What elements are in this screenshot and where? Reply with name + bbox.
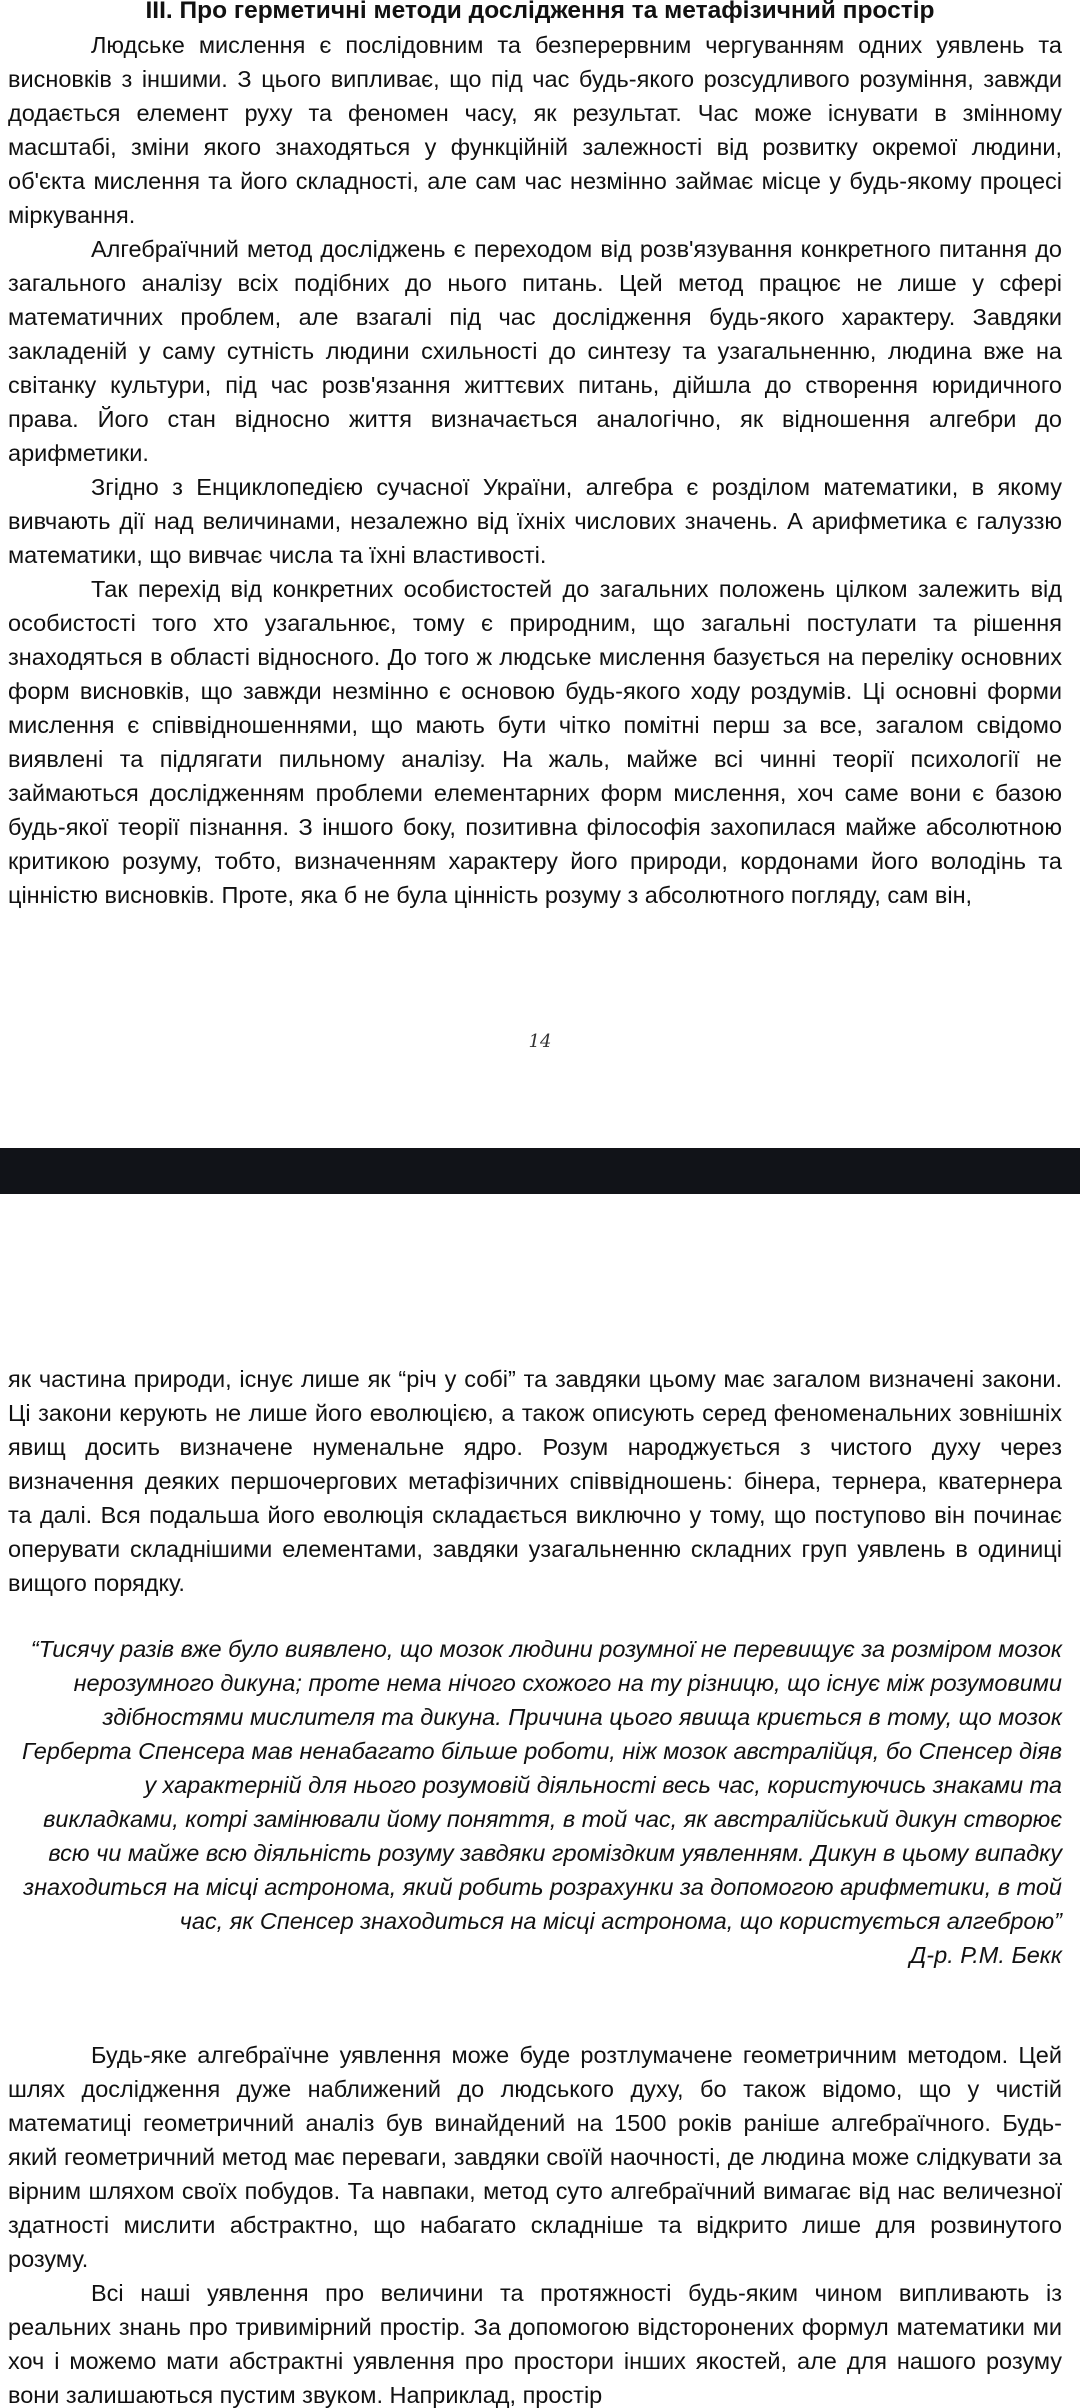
page2-body-bottom (8, 2038, 1062, 2408)
blockquote (8, 1632, 1062, 1972)
page-separator (0, 1148, 1080, 1194)
paragraph: Згідно з Енциклопедією сучасної України, алгебра є розділом математики, в якому вивчають дії над величинами, незалежно від їхніх числових значень. А арифметика є галуззю математики, що вивчає числа та їхні властивості. (8, 474, 1062, 568)
document-page-1 (0, 0, 1080, 1148)
page-number: 14 (528, 1031, 552, 1052)
paragraph: Будь-яке алгебраїчне уявлення може буде розтлумачене геометричним методом. Цей шлях дослідження дуже наближений до людського духу, бо також відомо, що у чистій математиці геометричний аналіз був винайдений на 1500 років раніше алгебраїчного. Будь-який геометричний метод має переваги, завдяки своїй наочності, де людина може слідкувати за вірним шляхом своїх побудов. Та навпаки, метод суто алгебраїчний вимагає від нас величезної здатності мислити абстрактно, що набагато складніше та відкрито лише для розвинутого розуму. (8, 2042, 1062, 2272)
page2-body-top (8, 1362, 1062, 1600)
quote-author: Д-р. Р.М. Бекк (909, 1942, 1062, 1968)
document-page-2 (0, 1194, 1080, 2408)
section-heading: III. Про герметичні методи дослідження та метафізичний простір (145, 0, 935, 24)
page1-body (8, 28, 1062, 912)
quote-text: “Тисячу разів вже було виявлено, що мозок людини розумної не перевищує за розміром мозок нерозумного дикуна; проте нема нічого схожого на ту різницю, що існує між розумовими здібностями мислителя та дикуна. Причина цього явища криється в тому, що мозок Герберта Спенсера мав ненабагато більше роботи, ніж мозок австралійця, бо Спенсер діяв у характерній для нього розумовій діяльності весь час, користуючись знаками та викладками, котрі замінювали йому поняття, в той час, як австралійський дикун створює всю чи майже всю діяльність розуму завдяки громіздким уявленням. Дикун в цьому випадку знаходиться на місці астронома, який робить розрахунки за допомогою арифметики, в той час, як Спенсер знаходиться на місці астронома, що користується алгеброю” (21, 1636, 1062, 1934)
paragraph: Так перехід від конкретних особистостей до загальних положень цілком залежить від особистості того хто узагальнює, тому є природним, що загальні постулати та рішення знаходяться в області відносного. До того ж людське мислення базується на переліку основних форм висновків, що завжди незмінно є основою будь-якого ходу роздумів. Ці основні форми мислення є співвідношеннями, що мають бути чітко помітні перш за все, загалом свідомо виявлені та підлягати пильному аналізу. На жаль, майже всі чинні теорії психології не займаються дослідженням проблеми елементарних форм мислення, хоч саме вони є базою будь-якої теорії пізнання. З іншого боку, позитивна філософія захопилася майже абсолютною критикою розуму, тобто, визначенням характеру його природи, кордонами його володінь та цінністю висновків. Проте, яка б не була цінність розуму з абсолютного погляду, сам він, (8, 576, 1062, 908)
paragraph: Алгебраїчний метод досліджень є переходом від розв'язування конкретного питання до загального аналізу всіх подібних до нього питань. Цей метод працює не лише у сфері математичних проблем, але взагалі під час дослідження будь-якого характеру. Завдяки закладеній у саму сутність людини схильності до синтезу та узагальненню, людина вже на світанку культури, під час розв'язання життєвих питань, дійшла до створення юридичного права. Його стан відносно життя визначається аналогічно, як відношення алгебри до арифметики. (8, 236, 1062, 466)
paragraph: Всі наші уявлення про величини та протяжності будь-яким чином випливають із реальних знань про тривимірний простір. За допомогою відсторонених формул математики ми хоч і можемо мати абстрактні уявлення про простори інших якостей, але для нашого розуму вони залишаються пустим звуком. Наприклад, простір (8, 2280, 1062, 2408)
paragraph: Людське мислення є послідовним та безперервним чергуванням одних уявлень та висновків з іншими. З цього випливає, що під час будь-якого розсудливого розуміння, завжди додається елемент руху та феномен часу, як результат. Час може існувати в змінному масштабі, зміни якого знаходяться у функційній залежності від розвитку окремої людини, об'єкта мислення та його складності, але сам час незмінно займає місце у будь-якому процесі міркування. (8, 32, 1062, 228)
paragraph-continuation: як частина природи, існує лише як “річ у собі” та завдяки цьому має загалом визначені закони. Ці закони керують не лише його еволюцією, а також описують серед феноменальних зовнішніх явищ досить визначене нуменальне ядро. Розум народжується з чистого духу через визначення деяких першочергових метафізичних співвідношень: бінера, тернера, кватернера та далі. Вся подальша його еволюція складається виключно у тому, що поступово він починає оперувати складнішими елементами, завдяки узагальненню складних груп уявлень в одиниці вищого порядку. (8, 1366, 1062, 1596)
